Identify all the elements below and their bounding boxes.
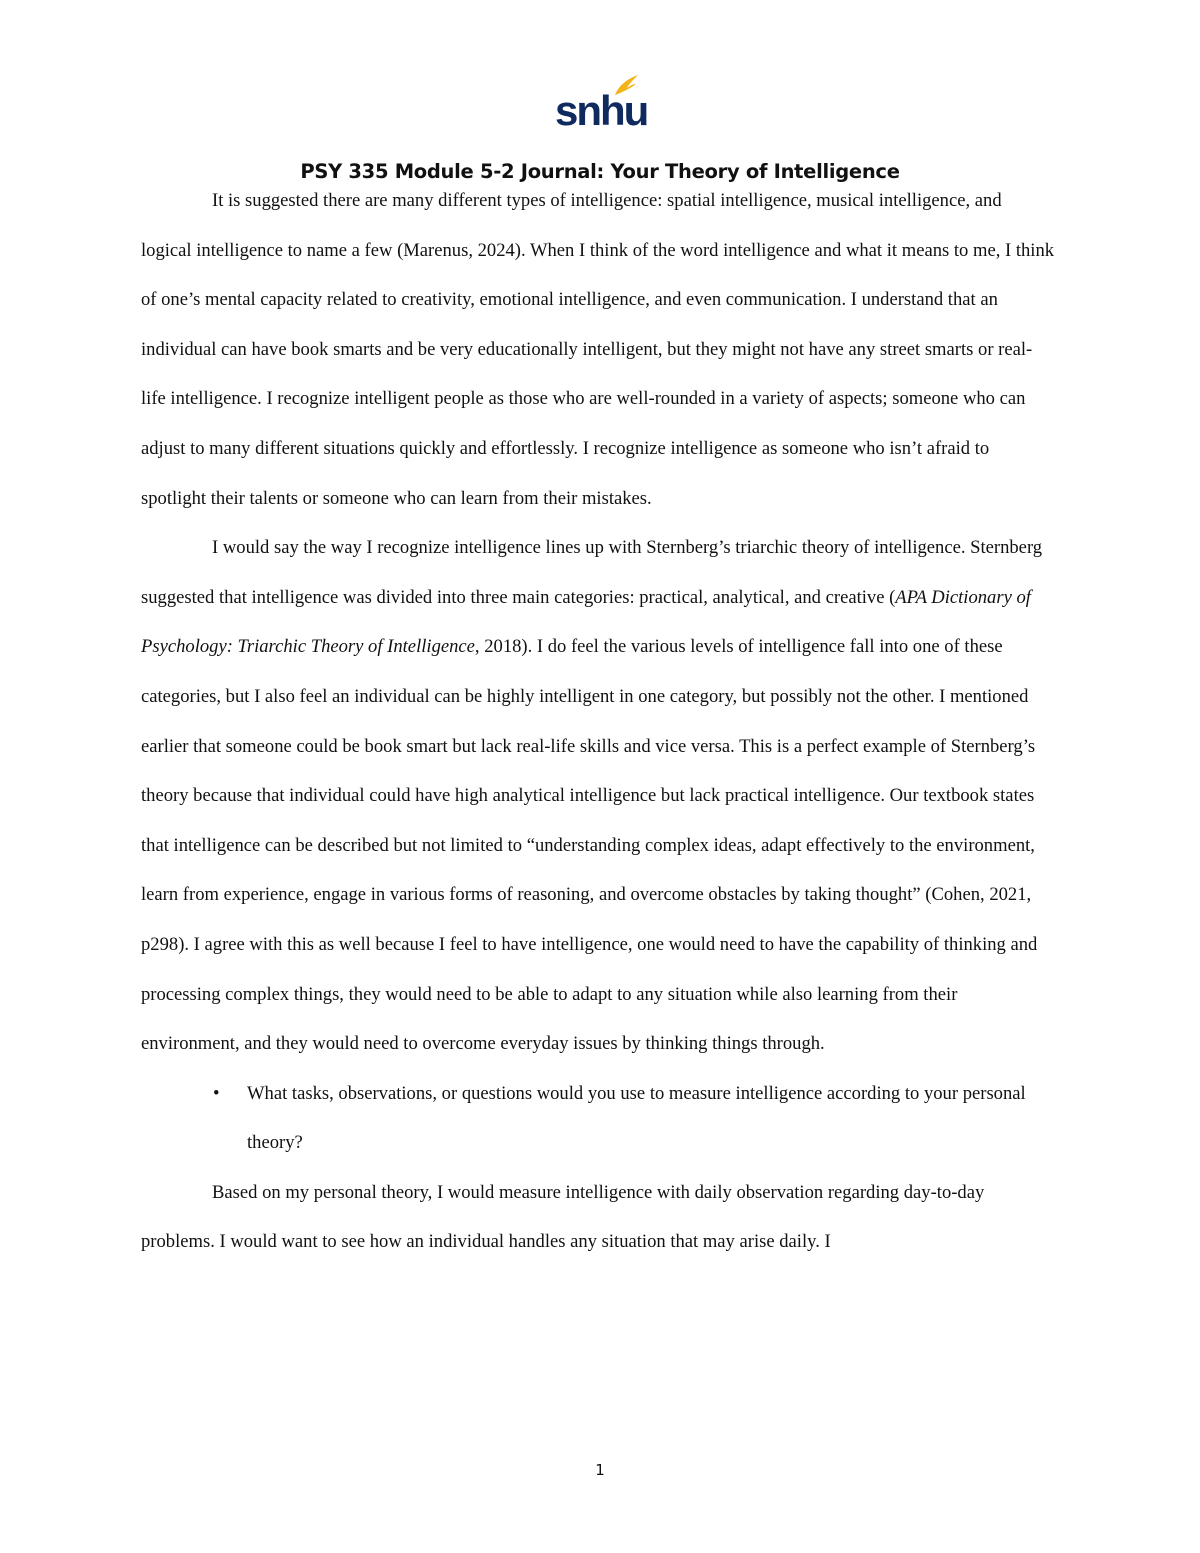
page-number: 1 (595, 1461, 605, 1479)
logo-wordmark: snhu (555, 87, 648, 134)
bullet-list-item (141, 1069, 1056, 1168)
citation-italic: APA Dictionary of Psychology: Triarchic Theory of Intelligence (141, 586, 1031, 658)
document-body (141, 176, 1056, 1267)
paragraph-1: It is suggested there are many different types of intelligence: spatial intelligence, musical intelligence, and logical intelligence to name a few (Marenus, 2024). When I think of the word intelligence and what it means to me, I think of one’s mental capacity related to creativity, emotional intelligence, and even communication. I understand that an individual can have book smarts and be very educationally intelligent, but they might not have any street smarts or real-life intelligence. I recognize intelligent people as those who are well-rounded in a variety of aspects; someone who can adjust to many different situations quickly and effortlessly. I recognize intelligence as someone who isn’t afraid to spotlight their talents or someone who can learn from their mistakes. (141, 190, 1055, 509)
paragraph-2 (141, 523, 1056, 1069)
paragraph-2-rest: , 2018). I do feel the various levels of intelligence fall into one of these categories, but I also feel an individual can be highly intelligent in one category, but possibly not the other. I mentioned earlier that someone could be book smart but lack real-life skills and vice versa. This is a perfect example of Sternberg’s theory because that individual could have high analytical intelligence but lack practical intelligence. Our textbook states that intelligence can be described but not limited to “understanding complex ideas, adapt effectively to the environment, learn from experience, engage in various forms of reasoning, and overcome obstacles by taking thought” (Cohen, 2021, p298). I agree with this as well because I feel to have intelligence, one would need to have the capability of thinking and processing complex things, they would need to be able to adapt to any situation while also learning from their environment, and they would need to overcome everyday issues by thinking things through. (141, 636, 1038, 1055)
paragraph-2-lead: I would say the way I recognize intelligence lines up with Sternberg’s triarchic theory of intelligence. Sternberg suggested that intelligence was divided into three main categories: practical, analytical, and creative ( (141, 537, 1043, 608)
bullet-icon: • (213, 1082, 220, 1104)
document-title: PSY 335 Module 5-2 Journal: Your Theory of Intelligence (300, 160, 900, 183)
bullet-text: What tasks, observations, or questions would you use to measure intelligence according to your personal theory? (247, 1082, 1026, 1154)
snhu-logo (555, 74, 648, 134)
paragraph-3: Based on my personal theory, I would measure intelligence with daily observation regarding day-to-day problems. I would want to see how an individual handles any situation that may arise daily. I (141, 1181, 985, 1253)
